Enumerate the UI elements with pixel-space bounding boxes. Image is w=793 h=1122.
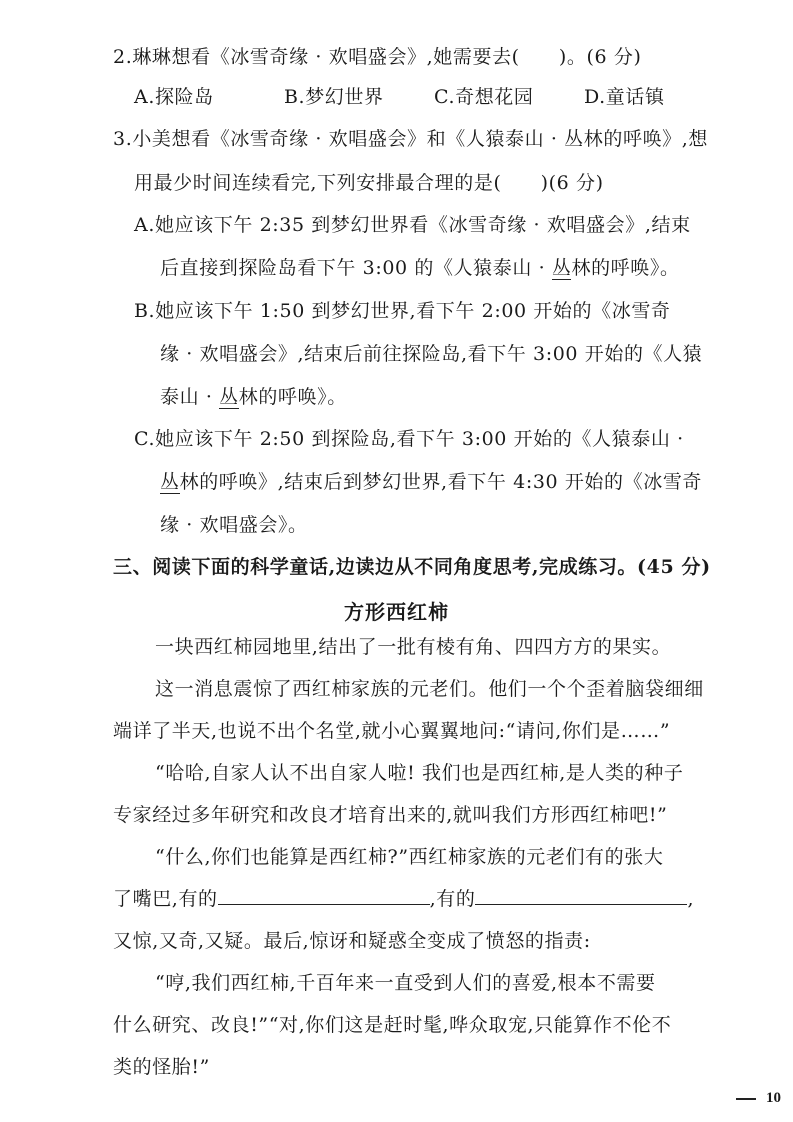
story-paragraph-4-line1: “什么,你们也能算是西红柿?”西红柿家族的元老们有的张大 <box>155 846 664 868</box>
q3-option-b-line1[interactable]: B.她应该下午 1:50 到梦幻世界,看下午 2:00 开始的《冰雪奇 <box>134 300 671 322</box>
q3-stem-line1: 3.小美想看《冰雪奇缘 · 欢唱盛会》和《人猿泰山 · 丛林的呼唤》,想 <box>113 128 709 150</box>
q3-a-text: 后直接到探险岛看下午 3:00 的《人猿泰山 · <box>160 257 552 279</box>
section3-heading: 三、阅读下面的科学童话,边读边从不同角度思考,完成练习。(45 分) <box>113 556 711 578</box>
page-number <box>736 1090 781 1107</box>
q3-option-c-line1[interactable]: C.她应该下午 2:50 到探险岛,看下午 3:00 开始的《人猿泰山 · <box>134 428 684 450</box>
q2-stem: 2.琳琳想看《冰雪奇缘 · 欢唱盛会》,她需要去( )。(6 分) <box>113 46 642 68</box>
p4-text-a: 了嘴巴,有的 <box>113 888 218 910</box>
q3-option-a-line1[interactable]: A.她应该下午 2:35 到梦幻世界看《冰雪奇缘 · 欢唱盛会》,结束 <box>134 214 691 236</box>
q3-option-a-line2[interactable] <box>160 255 680 281</box>
story-paragraph-5-line2: 什么研究、改良!”“对,你们这是赶时髦,哗众取宠,只能算作不伦不 <box>113 1014 672 1036</box>
story-title: 方形西红柿 <box>344 600 449 624</box>
story-paragraph-3-line2: 专家经过多年研究和改良才培育出来的,就叫我们方形西红柿吧!” <box>113 804 668 826</box>
q3-b-text: 泰山 · <box>160 386 220 408</box>
q3-c-underlined-char: 丛 <box>160 471 180 493</box>
answer-blank-1[interactable] <box>218 886 430 905</box>
story-paragraph-4-line2 <box>113 886 694 912</box>
page-number-value: 10 <box>766 1090 781 1106</box>
q3-option-b-line3[interactable] <box>160 384 347 410</box>
story-paragraph-4-line3: 又惊,又奇,又疑。最后,惊讶和疑惑全变成了愤怒的指责: <box>113 930 591 952</box>
story-paragraph-2-line2: 端详了半天,也说不出个名堂,就小心翼翼地问:“请问,你们是……” <box>113 720 671 742</box>
story-paragraph-5-line3: 类的怪胎!” <box>113 1056 210 1078</box>
q3-option-c-line2[interactable] <box>160 469 702 495</box>
p4-text-c: , <box>687 888 695 910</box>
p4-text-b: ,有的 <box>429 888 476 910</box>
q2-option-a[interactable]: A.探险岛 <box>134 86 214 108</box>
answer-blank-2[interactable] <box>475 886 687 905</box>
q3-b-text-end: 林的呼唤》。 <box>238 386 347 408</box>
q3-b-underlined-char: 丛 <box>219 386 239 408</box>
story-paragraph-2-line1: 这一消息震惊了西红柿家族的元老们。他们一个个歪着脑袋细细 <box>155 678 704 700</box>
story-paragraph-5-line1: “哼,我们西红柿,千百年来一直受到人们的喜爱,根本不需要 <box>155 972 656 994</box>
q3-a-underlined-char: 丛 <box>551 257 572 279</box>
q2-option-c[interactable]: C.奇想花园 <box>434 86 534 108</box>
q3-stem-line2: 用最少时间连续看完,下列安排最合理的是( )(6 分) <box>134 172 604 194</box>
q3-option-c-line3[interactable]: 缘 · 欢唱盛会》。 <box>160 514 308 536</box>
q3-a-text-end: 林的呼唤》。 <box>571 257 680 279</box>
q3-option-b-line2[interactable]: 缘 · 欢唱盛会》,结束后前往探险岛,看下午 3:00 开始的《人猿 <box>160 343 703 365</box>
page-number-dash <box>736 1098 756 1100</box>
q3-c-text: 林的呼唤》,结束后到梦幻世界,看下午 4:30 开始的《冰雪奇 <box>179 471 703 493</box>
story-paragraph-3-line1: “哈哈,自家人认不出自家人啦! 我们也是西红柿,是人类的种子 <box>155 762 684 784</box>
q2-option-b[interactable]: B.梦幻世界 <box>284 86 384 108</box>
q2-option-d[interactable]: D.童话镇 <box>584 86 665 108</box>
story-paragraph-1: 一块西红柿园地里,结出了一批有棱有角、四四方方的果实。 <box>155 636 672 658</box>
